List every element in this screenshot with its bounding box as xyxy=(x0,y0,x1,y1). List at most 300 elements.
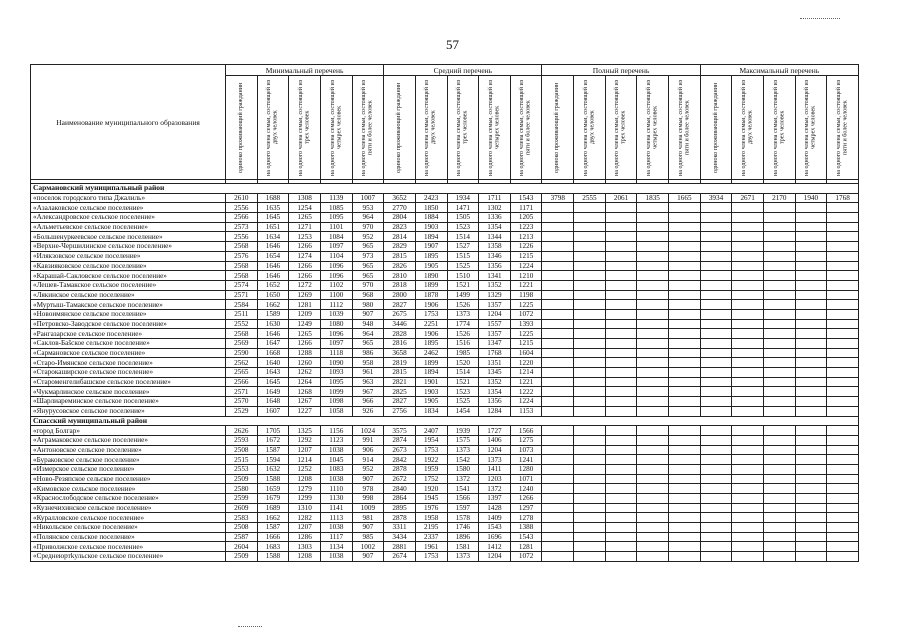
value-cell: 1705 xyxy=(257,426,289,436)
value-cell xyxy=(827,358,859,368)
value-cell xyxy=(763,513,795,523)
municipality-name: «Бураковское сельское поселение» xyxy=(31,455,226,465)
subcolumn-header xyxy=(320,76,352,180)
value-cell xyxy=(605,552,637,562)
municipality-name: «Старо-Имянское сельское поселение» xyxy=(31,358,226,368)
value-cell: 2407 xyxy=(415,426,447,436)
table-row xyxy=(31,377,859,387)
table-row xyxy=(31,368,859,378)
value-cell xyxy=(700,213,732,223)
table-row xyxy=(31,213,859,223)
value-cell: 980 xyxy=(352,300,384,310)
value-cell: 1297 xyxy=(510,503,542,513)
value-cell xyxy=(700,387,732,397)
value-cell xyxy=(669,435,701,445)
value-cell: 2571 xyxy=(226,387,258,397)
value-cell: 1406 xyxy=(479,435,511,445)
municipality-name: «Кавзияковское сельское поселение» xyxy=(31,261,226,271)
value-cell xyxy=(542,348,574,358)
value-cell: 2562 xyxy=(226,358,258,368)
table-row xyxy=(31,290,859,300)
value-cell: 2829 xyxy=(384,242,416,252)
value-cell: 1688 xyxy=(257,193,289,203)
value-cell: 1454 xyxy=(447,406,479,416)
value-cell: 1934 xyxy=(447,193,479,203)
value-cell: 1752 xyxy=(415,474,447,484)
value-cell xyxy=(732,213,764,223)
value-cell xyxy=(574,552,606,562)
value-cell xyxy=(763,261,795,271)
value-cell: 2819 xyxy=(384,358,416,368)
subcolumn-label: на одного члена семьи, состоящей из четырех человек xyxy=(645,79,659,176)
value-cell xyxy=(574,368,606,378)
value-cell: 1072 xyxy=(510,552,542,562)
municipality-name: «Азалаковское сельское поселение» xyxy=(31,203,226,213)
value-cell: 2827 xyxy=(384,397,416,407)
value-cell xyxy=(605,445,637,455)
value-cell xyxy=(669,474,701,484)
value-cell xyxy=(700,261,732,271)
value-cell xyxy=(827,339,859,349)
value-cell: 1515 xyxy=(447,251,479,261)
value-cell: 2840 xyxy=(384,484,416,494)
value-cell: 1269 xyxy=(289,290,321,300)
value-cell: 2878 xyxy=(384,513,416,523)
value-cell: 2529 xyxy=(226,406,258,416)
value-cell: 1352 xyxy=(479,280,511,290)
value-cell: 2825 xyxy=(384,387,416,397)
value-cell xyxy=(795,503,827,513)
subcolumn-header xyxy=(605,76,637,180)
value-cell xyxy=(795,377,827,387)
value-cell xyxy=(574,523,606,533)
value-cell: 1895 xyxy=(415,339,447,349)
value-cell xyxy=(795,368,827,378)
value-cell xyxy=(795,348,827,358)
value-cell xyxy=(763,232,795,242)
value-cell: 1768 xyxy=(827,193,859,203)
municipality-name: «Петровско-Заводское сельское поселение» xyxy=(31,319,226,329)
subcolumn-label: на одного члена семьи, состоящей из двух человек xyxy=(266,79,279,176)
value-cell: 966 xyxy=(352,397,384,407)
value-cell: 1753 xyxy=(415,552,447,562)
value-cell: 1920 xyxy=(415,484,447,494)
value-cell xyxy=(669,242,701,252)
value-cell xyxy=(605,232,637,242)
section-title: Спасский муниципальный район xyxy=(31,416,859,426)
value-cell: 1240 xyxy=(510,484,542,494)
value-cell: 1198 xyxy=(510,290,542,300)
value-cell xyxy=(669,397,701,407)
value-cell xyxy=(795,523,827,533)
municipality-name: «Большенуркеевское сельское поселение» xyxy=(31,232,226,242)
value-cell xyxy=(605,348,637,358)
municipality-name: «Измерское сельское поселение» xyxy=(31,464,226,474)
table-row xyxy=(31,503,859,513)
value-cell: 2610 xyxy=(226,193,258,203)
value-cell: 906 xyxy=(352,445,384,455)
value-cell xyxy=(763,280,795,290)
value-cell xyxy=(827,348,859,358)
value-cell: 1646 xyxy=(257,242,289,252)
subcolumn-header xyxy=(732,76,764,180)
value-cell xyxy=(700,329,732,339)
value-cell xyxy=(605,261,637,271)
value-cell: 1903 xyxy=(415,222,447,232)
value-cell xyxy=(763,300,795,310)
value-cell: 1587 xyxy=(257,523,289,533)
value-cell: 1373 xyxy=(447,309,479,319)
value-cell xyxy=(827,387,859,397)
value-cell: 1589 xyxy=(257,309,289,319)
value-cell: 2590 xyxy=(226,348,258,358)
value-cell: 1650 xyxy=(257,290,289,300)
value-cell xyxy=(574,251,606,261)
value-cell: 2570 xyxy=(226,397,258,407)
value-cell: 986 xyxy=(352,348,384,358)
value-cell xyxy=(763,523,795,533)
municipality-name: «Никольское сельское поселение» xyxy=(31,523,226,533)
value-cell: 1222 xyxy=(510,387,542,397)
value-cell: 1085 xyxy=(320,203,352,213)
value-cell: 1266 xyxy=(510,494,542,504)
value-cell xyxy=(669,552,701,562)
subcolumn-label: на одного члена семьи, состоящей из двух человек xyxy=(740,79,754,176)
value-cell xyxy=(669,280,701,290)
value-cell: 1241 xyxy=(510,455,542,465)
value-cell xyxy=(732,494,764,504)
value-cell: 1098 xyxy=(320,397,352,407)
value-cell xyxy=(763,435,795,445)
value-cell xyxy=(637,309,669,319)
value-cell: 1104 xyxy=(320,251,352,261)
value-cell xyxy=(542,484,574,494)
value-cell xyxy=(574,309,606,319)
value-cell xyxy=(669,309,701,319)
value-cell xyxy=(605,387,637,397)
value-cell xyxy=(542,203,574,213)
group-header: Средний перечень xyxy=(384,65,542,76)
table-row xyxy=(31,455,859,465)
table-row xyxy=(31,251,859,261)
value-cell xyxy=(574,406,606,416)
value-cell xyxy=(700,271,732,281)
value-cell: 1393 xyxy=(510,319,542,329)
value-cell xyxy=(700,242,732,252)
table-row xyxy=(31,280,859,290)
value-cell xyxy=(700,503,732,513)
value-cell xyxy=(732,280,764,290)
value-cell: 1207 xyxy=(289,445,321,455)
value-cell xyxy=(763,464,795,474)
value-cell: 1156 xyxy=(320,426,352,436)
value-cell xyxy=(827,464,859,474)
value-cell: 1341 xyxy=(479,271,511,281)
scan-mark xyxy=(238,626,262,627)
value-cell xyxy=(669,358,701,368)
value-cell xyxy=(574,271,606,281)
value-cell xyxy=(795,280,827,290)
value-cell: 1645 xyxy=(257,377,289,387)
value-cell xyxy=(763,484,795,494)
value-cell xyxy=(700,222,732,232)
value-cell: 1344 xyxy=(479,232,511,242)
allowance-table xyxy=(30,64,859,562)
value-cell xyxy=(542,445,574,455)
value-cell xyxy=(795,464,827,474)
value-cell xyxy=(542,474,574,484)
value-cell xyxy=(700,445,732,455)
value-cell: 1266 xyxy=(289,271,321,281)
value-cell: 2673 xyxy=(384,445,416,455)
value-cell: 1171 xyxy=(510,203,542,213)
value-cell: 1286 xyxy=(289,532,321,542)
value-cell: 2828 xyxy=(384,329,416,339)
value-cell: 1646 xyxy=(257,329,289,339)
value-cell xyxy=(637,513,669,523)
value-cell: 1922 xyxy=(415,455,447,465)
value-cell: 1252 xyxy=(289,464,321,474)
value-cell: 1358 xyxy=(479,242,511,252)
value-cell: 1878 xyxy=(415,290,447,300)
municipality-name: «Кимовское сельское поселение» xyxy=(31,484,226,494)
value-cell xyxy=(827,222,859,232)
scan-mark xyxy=(800,18,840,19)
value-cell xyxy=(732,532,764,542)
value-cell xyxy=(700,474,732,484)
value-cell xyxy=(732,387,764,397)
value-cell xyxy=(605,503,637,513)
value-cell xyxy=(669,300,701,310)
value-cell: 1113 xyxy=(320,513,352,523)
value-cell xyxy=(763,290,795,300)
value-cell xyxy=(574,542,606,552)
value-cell xyxy=(574,339,606,349)
subcolumn-label: одиноко проживающий гражданин xyxy=(554,82,561,173)
value-cell xyxy=(542,406,574,416)
value-cell: 952 xyxy=(352,464,384,474)
value-cell: 1543 xyxy=(510,193,542,203)
value-cell xyxy=(574,464,606,474)
group-header-row xyxy=(31,65,859,76)
value-cell xyxy=(574,503,606,513)
table-row xyxy=(31,232,859,242)
value-cell xyxy=(700,494,732,504)
value-cell: 2566 xyxy=(226,377,258,387)
value-cell xyxy=(732,435,764,445)
value-cell: 2337 xyxy=(415,532,447,542)
value-cell: 1356 xyxy=(479,397,511,407)
value-cell: 1281 xyxy=(289,300,321,310)
value-cell xyxy=(637,368,669,378)
value-cell xyxy=(605,397,637,407)
value-cell: 907 xyxy=(352,523,384,533)
value-cell xyxy=(669,445,701,455)
value-cell xyxy=(669,203,701,213)
subcolumn-label: на одного члена семьи, состоящей из двух человек xyxy=(582,79,596,176)
value-cell xyxy=(700,484,732,494)
value-cell: 1514 xyxy=(447,368,479,378)
value-cell xyxy=(637,319,669,329)
value-cell xyxy=(763,309,795,319)
value-cell: 965 xyxy=(352,242,384,252)
value-cell: 1267 xyxy=(289,397,321,407)
value-cell: 1520 xyxy=(447,358,479,368)
value-cell: 1899 xyxy=(415,358,447,368)
value-cell: 1308 xyxy=(289,193,321,203)
subcolumn-header xyxy=(574,76,606,180)
value-cell: 1527 xyxy=(447,242,479,252)
value-cell xyxy=(732,474,764,484)
value-cell: 978 xyxy=(352,484,384,494)
value-cell: 1372 xyxy=(447,474,479,484)
value-cell: 1581 xyxy=(447,542,479,552)
value-cell: 1223 xyxy=(510,222,542,232)
value-cell: 1058 xyxy=(320,406,352,416)
value-cell: 1274 xyxy=(289,251,321,261)
value-cell xyxy=(574,532,606,542)
value-cell: 1521 xyxy=(447,377,479,387)
value-cell: 2568 xyxy=(226,242,258,252)
value-cell: 1575 xyxy=(447,435,479,445)
value-cell: 991 xyxy=(352,435,384,445)
value-cell xyxy=(574,387,606,397)
municipality-name: «Антоновское сельское поселение» xyxy=(31,445,226,455)
value-cell xyxy=(763,445,795,455)
value-cell xyxy=(605,455,637,465)
value-cell: 1302 xyxy=(479,203,511,213)
value-cell: 948 xyxy=(352,319,384,329)
value-cell: 953 xyxy=(352,203,384,213)
value-cell: 1205 xyxy=(510,213,542,223)
municipality-name: «Сармановское сельское поселение» xyxy=(31,348,226,358)
value-cell xyxy=(605,222,637,232)
value-cell xyxy=(732,348,764,358)
table-row xyxy=(31,242,859,252)
value-cell xyxy=(763,271,795,281)
value-cell xyxy=(732,484,764,494)
value-cell xyxy=(732,426,764,436)
value-cell: 1265 xyxy=(289,329,321,339)
value-cell: 1543 xyxy=(510,532,542,542)
value-cell xyxy=(763,213,795,223)
value-cell xyxy=(637,464,669,474)
value-cell xyxy=(700,358,732,368)
value-cell: 1352 xyxy=(479,377,511,387)
value-cell xyxy=(763,494,795,504)
value-cell: 2573 xyxy=(226,222,258,232)
value-cell xyxy=(700,251,732,261)
section-title: Сармановский муниципальный район xyxy=(31,184,859,194)
value-cell: 3652 xyxy=(384,193,416,203)
value-cell xyxy=(763,552,795,562)
table-row xyxy=(31,445,859,455)
group-header: Полный перечень xyxy=(542,65,700,76)
value-cell: 1141 xyxy=(320,503,352,513)
value-cell xyxy=(574,242,606,252)
value-cell: 2552 xyxy=(226,319,258,329)
value-cell: 970 xyxy=(352,222,384,232)
value-cell xyxy=(669,464,701,474)
table-row xyxy=(31,329,859,339)
value-cell xyxy=(795,242,827,252)
value-cell: 1905 xyxy=(415,261,447,271)
value-cell xyxy=(574,484,606,494)
value-cell xyxy=(732,232,764,242)
value-cell xyxy=(700,309,732,319)
value-cell: 1646 xyxy=(257,261,289,271)
value-cell xyxy=(763,387,795,397)
value-cell xyxy=(542,426,574,436)
value-cell: 1666 xyxy=(257,532,289,542)
value-cell xyxy=(732,542,764,552)
subcolumn-label: на одного члена семьи, состоящей из трех человек xyxy=(297,79,311,176)
value-cell: 1227 xyxy=(289,406,321,416)
subcolumn-header xyxy=(637,76,669,180)
subcolumn-label: на одного члена семьи, состоящей из пяти и более человек xyxy=(835,79,849,176)
value-cell xyxy=(732,339,764,349)
value-cell: 1961 xyxy=(415,542,447,552)
value-cell xyxy=(669,271,701,281)
value-cell: 1753 xyxy=(415,309,447,319)
value-cell: 1905 xyxy=(415,397,447,407)
value-cell: 2251 xyxy=(415,319,447,329)
value-cell xyxy=(669,513,701,523)
value-cell: 1002 xyxy=(352,542,384,552)
value-cell: 2823 xyxy=(384,222,416,232)
value-cell xyxy=(542,280,574,290)
value-cell: 2462 xyxy=(415,348,447,358)
value-cell xyxy=(542,309,574,319)
value-cell: 2827 xyxy=(384,300,416,310)
value-cell: 1525 xyxy=(447,261,479,271)
value-cell: 3934 xyxy=(700,193,732,203)
value-cell xyxy=(637,455,669,465)
value-cell: 2604 xyxy=(226,542,258,552)
value-cell xyxy=(574,513,606,523)
value-cell xyxy=(637,222,669,232)
value-cell xyxy=(637,271,669,281)
value-cell xyxy=(732,222,764,232)
value-cell: 1282 xyxy=(289,513,321,523)
value-cell xyxy=(605,300,637,310)
value-cell xyxy=(795,542,827,552)
value-cell: 1099 xyxy=(320,387,352,397)
value-cell: 1139 xyxy=(320,193,352,203)
value-cell xyxy=(637,435,669,445)
value-cell: 2874 xyxy=(384,435,416,445)
value-cell: 1884 xyxy=(415,213,447,223)
value-cell: 907 xyxy=(352,474,384,484)
value-cell xyxy=(827,532,859,542)
value-cell xyxy=(763,251,795,261)
value-cell: 1372 xyxy=(479,484,511,494)
value-cell xyxy=(574,203,606,213)
value-cell: 914 xyxy=(352,455,384,465)
value-cell: 1523 xyxy=(447,387,479,397)
value-cell xyxy=(700,377,732,387)
value-cell xyxy=(700,426,732,436)
value-cell: 1279 xyxy=(289,484,321,494)
value-cell xyxy=(827,474,859,484)
value-cell: 3575 xyxy=(384,426,416,436)
value-cell: 2580 xyxy=(226,484,258,494)
value-cell xyxy=(700,435,732,445)
value-cell: 907 xyxy=(352,552,384,562)
value-cell xyxy=(795,309,827,319)
value-cell: 968 xyxy=(352,290,384,300)
value-cell: 1347 xyxy=(479,339,511,349)
